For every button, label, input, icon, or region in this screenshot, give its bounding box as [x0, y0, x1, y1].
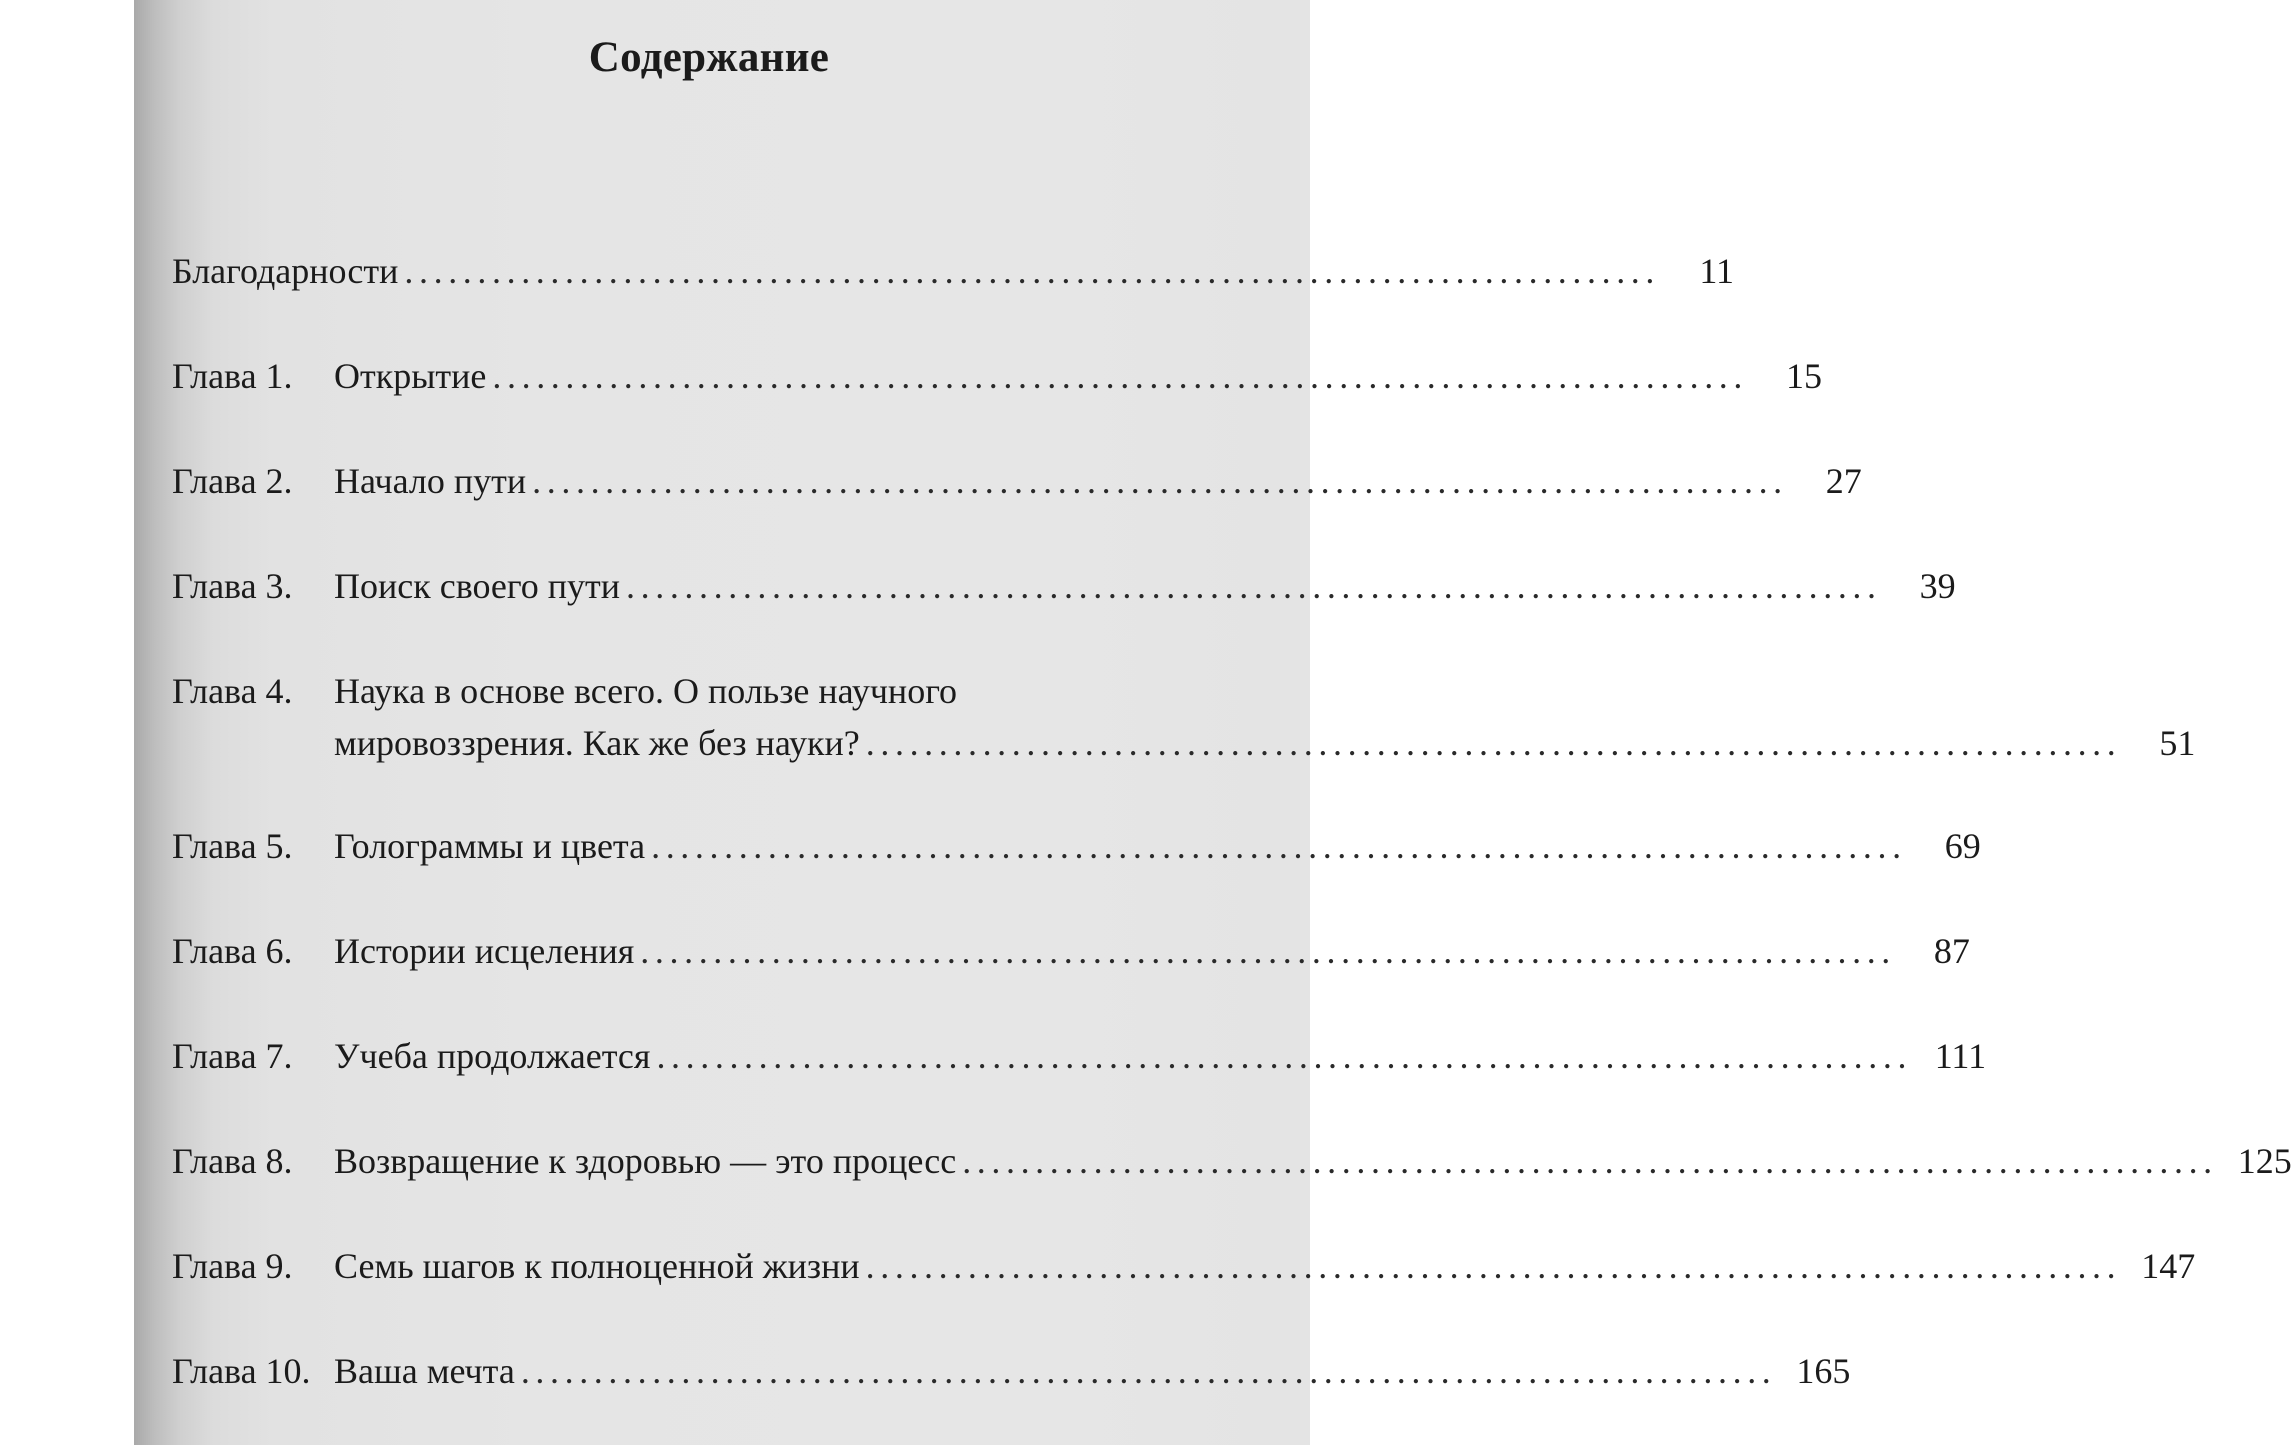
toc-page-number: 125 [2237, 1141, 2292, 1181]
toc-entry [172, 455, 1862, 507]
chapter-label: Глава 7. [172, 1036, 293, 1076]
toc-entry-body [334, 455, 1862, 507]
toc-entry-body-line1 [334, 665, 1252, 717]
chapter-label: Глава 10. [172, 1351, 311, 1391]
dot-leader: ...................................................................................... [520, 1351, 1777, 1391]
toc-entry [172, 665, 1252, 717]
toc-entry-body [334, 1135, 2292, 1187]
toc-entry [172, 1135, 2292, 1187]
toc-entry [172, 1345, 1851, 1397]
toc-entry-title: Ваша мечта [334, 1351, 515, 1391]
toc-entry [172, 245, 1735, 297]
dot-leader: ...................................................................................... [640, 931, 1896, 971]
toc-entry-title: Поиск своего пути [334, 566, 621, 606]
dot-leader: ...................................................................................... [865, 723, 2122, 763]
chapter-label: Глава 8. [172, 1141, 293, 1181]
toc-entry-title: Голограммы и цвета [334, 826, 646, 866]
toc-page-number: 111 [1934, 1036, 1987, 1076]
toc-entry [172, 560, 1956, 612]
toc-entry-body [334, 350, 1822, 402]
book-page [134, 0, 2292, 1445]
dot-leader: ...................................................................................... [651, 826, 1907, 866]
dot-leader: ...................................................................................... [865, 1246, 2122, 1286]
dot-leader: ...................................................................................... [962, 1141, 2218, 1181]
toc-page-number: 165 [1796, 1351, 1851, 1391]
toc-entry [172, 925, 1970, 977]
dot-leader: ...................................................................................... [656, 1036, 1913, 1076]
chapter-label: Глава 4. [172, 671, 293, 711]
dot-leader: ...................................................................................... [532, 461, 1788, 501]
toc-entry-continuation [172, 717, 2196, 769]
toc-entry-body [334, 1030, 1987, 1082]
toc-entry-body [334, 1240, 2196, 1292]
chapter-label: Глава 1. [172, 356, 293, 396]
chapter-label: Глава 2. [172, 461, 293, 501]
dot-leader: ...................................................................................... [404, 251, 1661, 291]
toc-entry-body [172, 245, 1735, 297]
toc-entry-body [334, 717, 2196, 769]
toc-page-number: 27 [1825, 461, 1862, 501]
toc-page-number: 39 [1919, 566, 1956, 606]
dot-leader: ...................................................................................... [492, 356, 1748, 396]
toc-entry [172, 1240, 2196, 1292]
toc-page-number: 15 [1786, 356, 1822, 396]
toc-entry-title: Открытие [334, 356, 487, 396]
toc-page-number: 11 [1699, 251, 1735, 291]
page-title: Содержание [588, 34, 830, 81]
toc-page-number: 51 [2159, 723, 2196, 763]
toc-entry-body [334, 925, 1970, 977]
toc-page-number: 147 [2141, 1246, 2196, 1286]
chapter-label: Глава 9. [172, 1246, 293, 1286]
toc-entry-title: мировоззрения. Как же без науки? [334, 723, 860, 763]
toc-entry-title: Благодарности [172, 251, 399, 291]
chapter-label: Глава 3. [172, 566, 293, 606]
toc-entry-body [334, 820, 1981, 872]
toc-entry-title: Учеба продолжается [334, 1036, 651, 1076]
toc-entry-title: Семь шагов к полноценной жизни [334, 1246, 860, 1286]
toc-entry-title: Начало пути [334, 461, 527, 501]
toc-page-number: 87 [1933, 931, 1970, 971]
toc-entry-body [334, 1345, 1851, 1397]
toc-entry-title: Истории исцеления [334, 931, 635, 971]
toc-entry-title: Возвращение к здоровью — это процесс [334, 1141, 957, 1181]
toc-entry-title-line1: Наука в основе всего. О пользе научного [334, 671, 958, 711]
toc-page-number: 69 [1944, 826, 1981, 866]
dot-leader: ...................................................................................... [626, 566, 1882, 606]
toc-entry [172, 1030, 1987, 1082]
chapter-label: Глава 5. [172, 826, 293, 866]
toc-entry [172, 350, 1822, 402]
toc-entry-body [334, 560, 1956, 612]
chapter-label: Глава 6. [172, 931, 293, 971]
toc-entry [172, 820, 1981, 872]
